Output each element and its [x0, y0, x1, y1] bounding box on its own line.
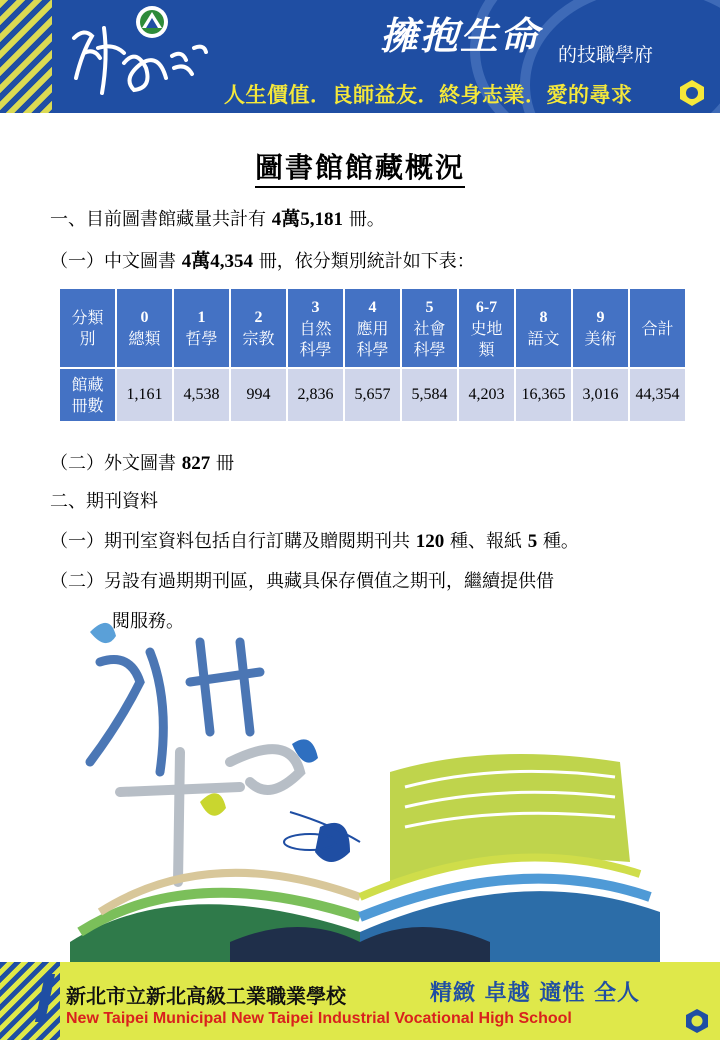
back-issues-line-1: （二）另設有過期期刊區，典藏具保存價值之期刊，繼續提供借: [50, 571, 554, 592]
table-header-row: [59, 288, 686, 368]
table-cell: 5,584: [401, 368, 458, 422]
column-header: 0 總類: [116, 288, 173, 368]
foreign-books-line: （二）外文圖書 827 冊: [50, 453, 234, 474]
column-header: 6-7 史地 類: [458, 288, 515, 368]
classification-header: 分類 別: [59, 288, 116, 368]
chinese-books-value: 4萬4,354: [181, 251, 253, 272]
page-title: 圖書館館藏概況: [0, 146, 720, 186]
school-name-english: New Taipei Municipal New Taipei Industrial Vocational High School: [66, 1010, 572, 1027]
table-cell: 3,016: [572, 368, 629, 422]
table-cell: 4,538: [173, 368, 230, 422]
column-header: 3 自然 科學: [287, 288, 344, 368]
header-stripes: [0, 0, 52, 113]
periodicals-heading: 二、期刊資料: [50, 491, 158, 512]
back-issues-line-2: 閱服務。: [112, 611, 184, 632]
total-cell: 44,354: [629, 368, 686, 422]
foreign-books-value: 827: [181, 453, 211, 474]
total-header: 合計: [629, 288, 686, 368]
chinese-books-line: （一）中文圖書 4萬4,354 冊，依分類別統計如下表：: [50, 251, 475, 272]
total-holdings-value: 4萬5,181: [271, 209, 343, 230]
column-header: 9 美術: [572, 288, 629, 368]
column-header: 5 社會 科學: [401, 288, 458, 368]
table-cell: 16,365: [515, 368, 572, 422]
school-motto: 精緻 卓越 適性 全人: [430, 981, 640, 1006]
table-cell: 4,203: [458, 368, 515, 422]
holdings-row-header: 館藏 冊數: [59, 368, 116, 422]
total-holdings-line: 一、目前圖書館藏量共計有 4萬5,181 冊。: [50, 209, 385, 230]
column-header: 4 應用 科學: [344, 288, 401, 368]
table-cell: 994: [230, 368, 287, 422]
hexagon-nut-icon: [678, 79, 706, 107]
table-cell: 5,657: [344, 368, 401, 422]
open-book-illustration: [60, 612, 680, 964]
slogan-big: 擁抱生命: [380, 13, 541, 58]
header-banner: [0, 0, 720, 113]
column-header: 1 哲學: [173, 288, 230, 368]
column-header: 2 宗教: [230, 288, 287, 368]
slogan-small: 的技職學府: [558, 44, 654, 66]
table-cell: 1,161: [116, 368, 173, 422]
collection-table: [58, 287, 687, 423]
table-row: [59, 368, 686, 422]
table-cell: 2,836: [287, 368, 344, 422]
school-emblem-icon: [134, 4, 170, 40]
hexagon-nut-icon: [684, 1008, 710, 1034]
school-name-chinese: 新北市立新北高級工業職業學校: [66, 984, 346, 1008]
periodicals-count-line: （一）期刊室資料包括自行訂購及贈閱期刊共 120 種、報紙 5 種。: [50, 531, 579, 552]
slogan-values: 人生價值．良師益友．終身志業．愛的尋求: [224, 83, 633, 107]
footer-banner: [0, 962, 720, 1040]
column-header: 8 語文: [515, 288, 572, 368]
